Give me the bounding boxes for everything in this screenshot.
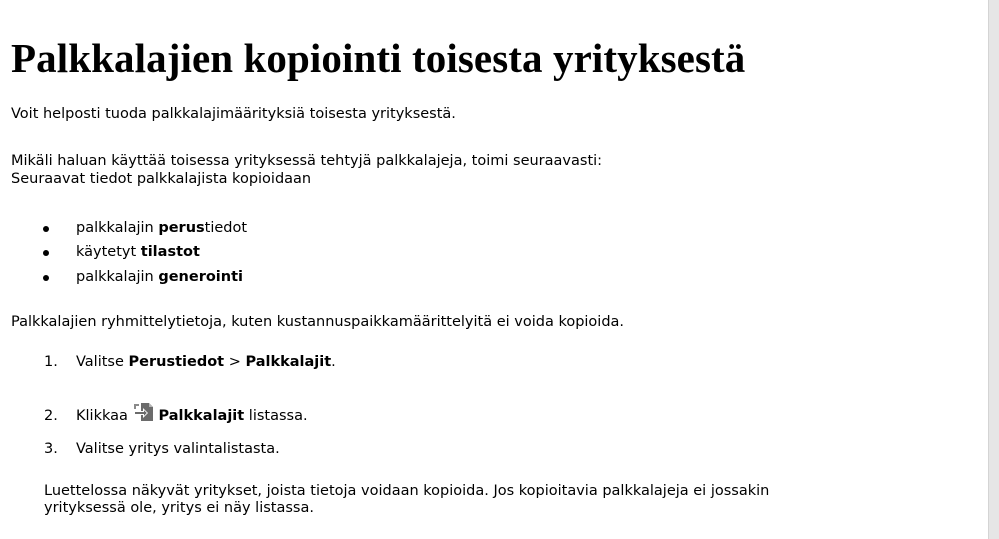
- list-palkkalajit: Palkkalajit: [158, 408, 245, 424]
- step-1: [44, 354, 336, 371]
- bullet-item-basic: [76, 220, 247, 237]
- bullet-item-statistics: [76, 244, 200, 261]
- step-number: 2.: [44, 408, 58, 424]
- step-suffix: listassa.: [244, 408, 308, 424]
- list-note-line-2: yrityksessä ole, yritys ei näy listassa.: [44, 500, 314, 516]
- step-separator: >: [224, 354, 246, 370]
- instruction-line-2: Seuraavat tiedot palkkalajista kopioidaan: [11, 171, 312, 187]
- step-3: [44, 441, 280, 458]
- page-title: Palkkalajien kopiointi toisesta yrityksestä: [11, 35, 746, 81]
- list-note-line-1: Luettelossa näkyvät yritykset, joista tietoja voidaan kopioida. Jos kopioitavia palkkalajeja ei jossakin: [44, 483, 770, 499]
- grouping-note: Palkkalajien ryhmittelytietoja, kuten kustannuspaikkamäärittelyitä ei voida kopioida.: [11, 314, 625, 330]
- bullet-prefix: palkkalajin: [76, 220, 159, 236]
- bullet-item-generation: [76, 269, 243, 286]
- import-icon: [133, 401, 155, 423]
- step-2: [44, 401, 308, 425]
- intro-text: Voit helposti tuoda palkkalajimäärityksiä toisesta yrityksestä.: [11, 106, 456, 122]
- menu-perustiedot: Perustiedot: [128, 354, 225, 370]
- vertical-scrollbar[interactable]: [988, 0, 999, 539]
- bullet-bold: generointi: [158, 269, 244, 285]
- bullet-suffix: tiedot: [204, 220, 248, 236]
- step-number: 1.: [44, 354, 58, 370]
- bullet-prefix: käytetyt: [76, 244, 141, 260]
- step-text: Klikkaa: [76, 408, 133, 424]
- menu-palkkalajit: Palkkalajit: [245, 354, 332, 370]
- bullet-bold: tilastot: [140, 244, 200, 260]
- step-suffix: .: [331, 354, 336, 370]
- bullet-bold: perus: [158, 220, 205, 236]
- step-number: 3.: [44, 441, 58, 457]
- list-note: [44, 483, 864, 517]
- instruction-line-1: Mikäli haluan käyttää toisessa yrityksessä tehtyjä palkkalajeja, toimi seuraavasti:: [11, 153, 603, 169]
- step-text: Valitse: [76, 354, 129, 370]
- step-text: Valitse yritys valintalistasta.: [76, 441, 280, 457]
- bullet-prefix: palkkalajin: [76, 269, 159, 285]
